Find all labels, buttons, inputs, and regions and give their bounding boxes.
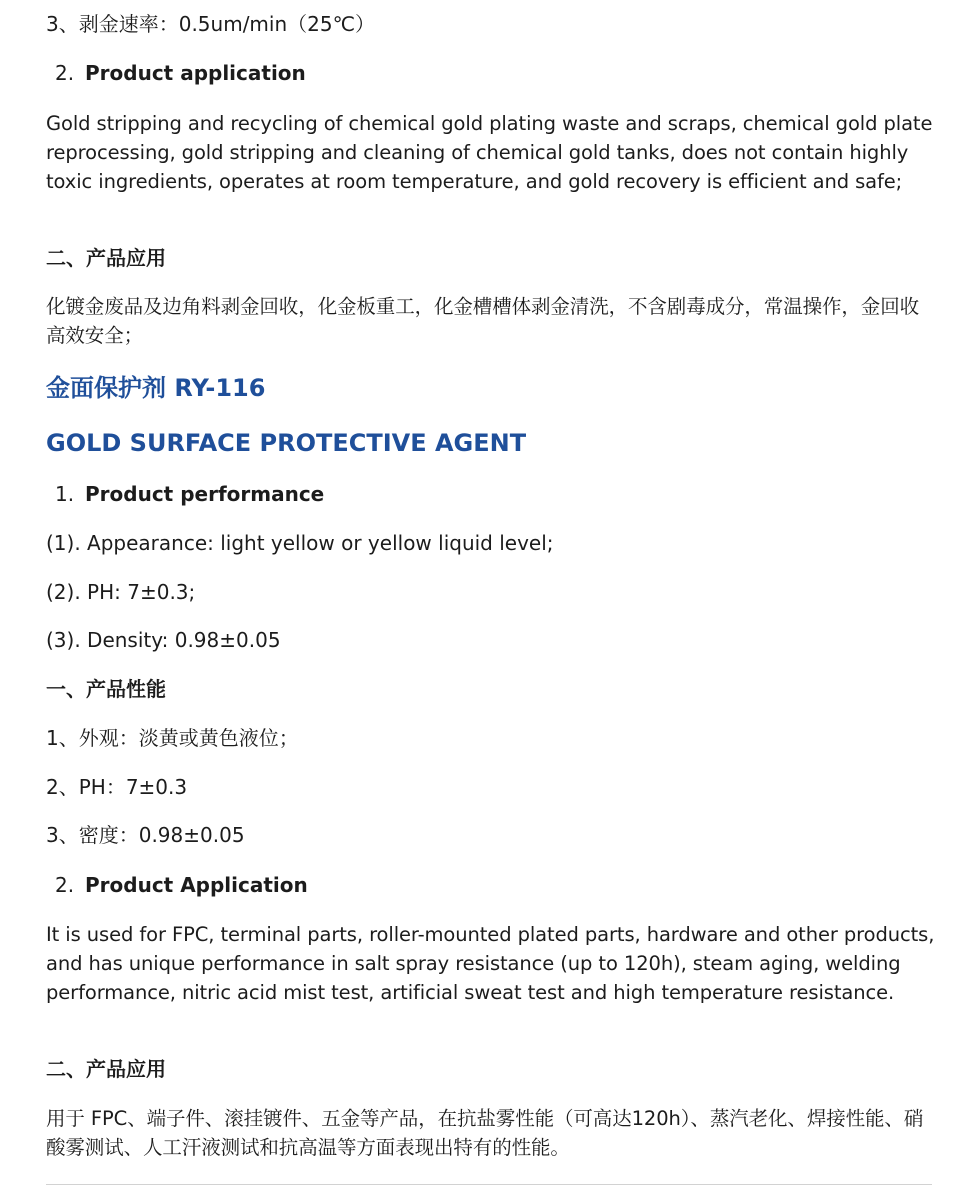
product-application-text-en: Gold stripping and recycling of chemical gold plating waste and scraps, chemical gold plate reprocessing, gold stripping and cleaning of chemical gold tanks, does not contain highly toxic ingredients, operates at room temperature, and gold recovery is efficient and safe; [46,112,933,193]
heading-title: Product application [85,61,306,85]
performance-item-cn: 2、PH：7±0.3 [46,775,188,799]
divider [46,1184,932,1185]
heading-number: 1. [55,482,75,506]
performance-item-cn: 3、密度：0.98±0.05 [46,823,245,847]
product-application-heading [55,59,306,87]
product-application-heading-cn: 二、产品应用 [46,246,166,270]
heading-number: 2. [55,873,75,897]
product-application-text-cn-2: 用于 FPC、端子件、滚挂镀件、五金等产品，在抗盐雾性能（可高达120h）、蒸汽老化、焊接性能、硝酸雾测试、人工汗液测试和抗高温等方面表现出特有的性能。 [46,1107,924,1159]
product-application-text-en-2: It is used for FPC, terminal parts, roller-mounted plated parts, hardware and other products, and has unique performance in salt spray resistance (up to 120h), steam aging, welding performance, nitric acid mist test, artificial sweat test and high temperature resistance. [46,923,935,1004]
product-application-heading-2 [55,871,308,899]
product-title-cn: 金面保护剂 RY-116 [46,374,266,402]
product-title-en: GOLD SURFACE PROTECTIVE AGENT [46,429,527,457]
product-application-text-cn: 化镀金废品及边角料剥金回收，化金板重工，化金槽槽体剥金清洗，不含剧毒成分，常温操作，金回收高效安全； [46,295,920,347]
performance-item-en: (2). PH: 7±0.3; [46,580,196,604]
heading-number: 2. [55,61,75,85]
heading-title: Product performance [85,482,325,506]
heading-title: Product Application [85,873,308,897]
performance-item-en: (3). Density: 0.98±0.05 [46,628,281,652]
performance-item-cn: 1、外观：淡黄或黄色液位； [46,726,299,750]
strip-rate-line: 3、剥金速率：0.5um/min（25℃） [46,12,376,36]
product-performance-heading [55,480,324,508]
product-performance-heading-cn: 一、产品性能 [46,677,166,701]
product-application-heading-cn-2: 二、产品应用 [46,1057,166,1081]
performance-item-en: (1). Appearance: light yellow or yellow liquid level; [46,531,554,555]
